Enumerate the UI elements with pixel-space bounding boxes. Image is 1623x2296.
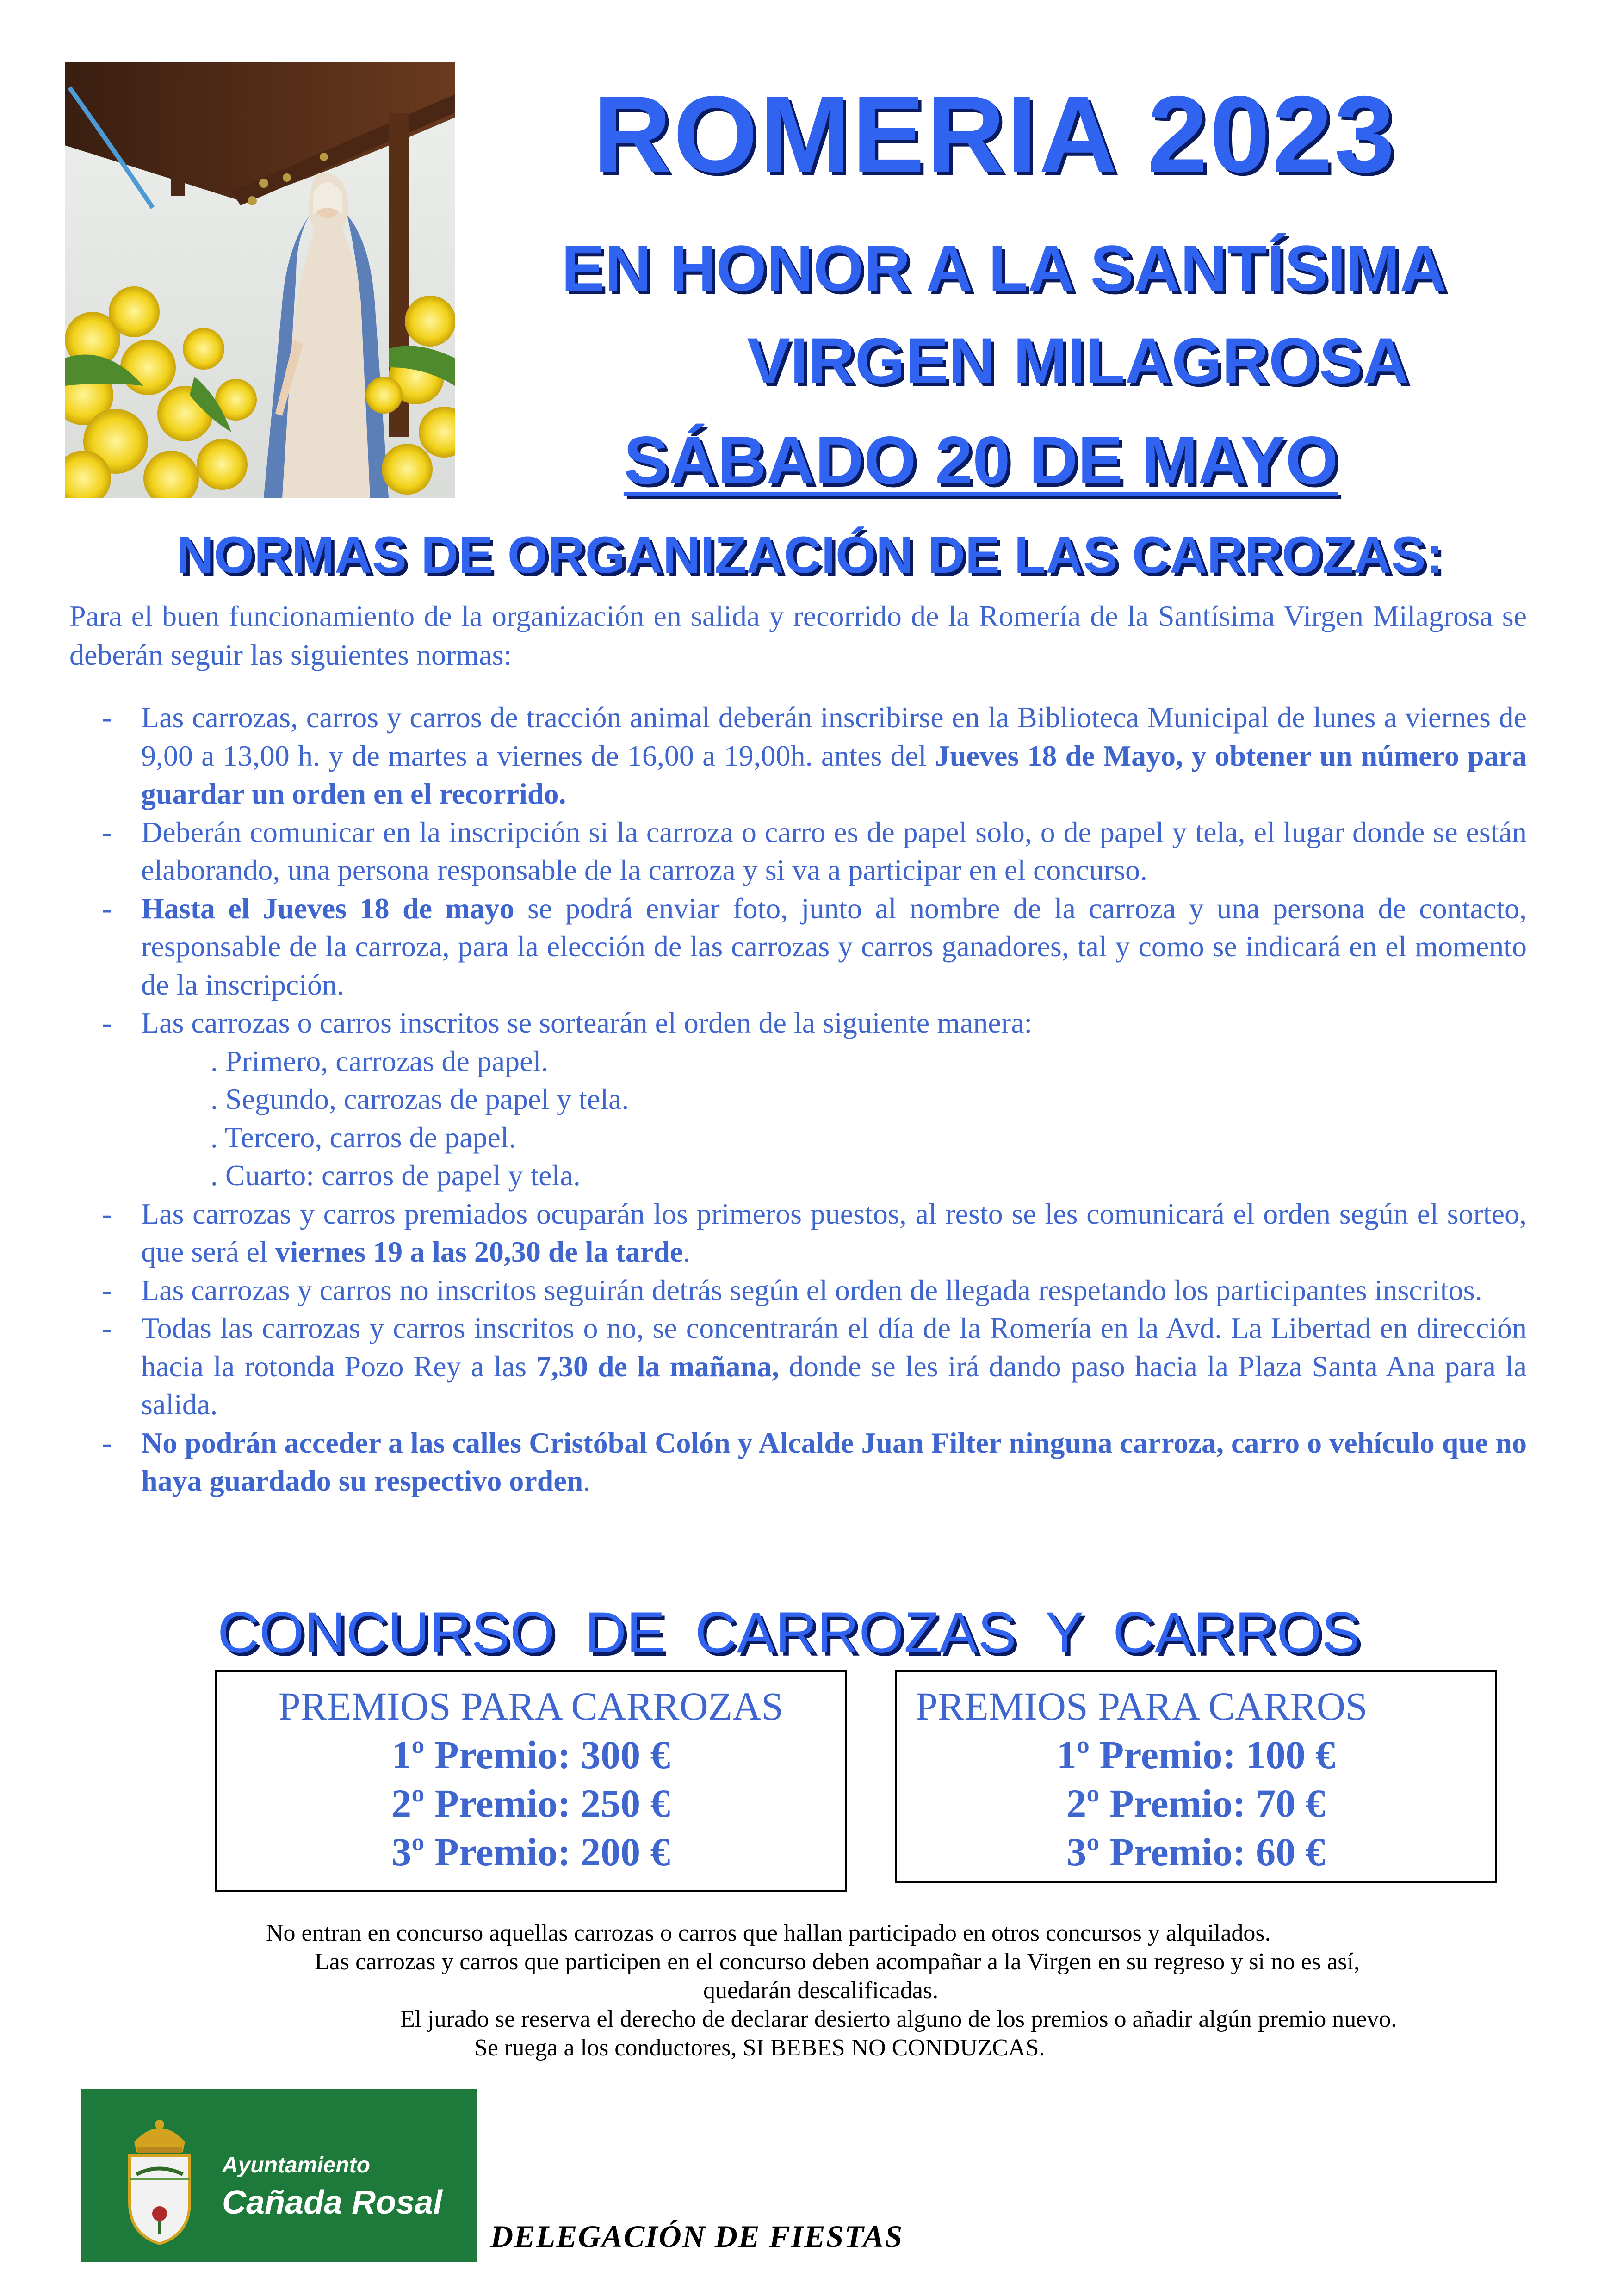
note-line: El jurado se reserva el derecho de declarar desierto alguno de los premios o añadir algún premio nuevo. <box>400 2006 1397 2032</box>
logo-line-1: Ayuntamiento <box>222 2153 371 2178</box>
dash-bullet: - <box>102 1197 112 1230</box>
dash-bullet: - <box>102 1426 112 1459</box>
ayuntamiento-logo <box>81 2089 477 2262</box>
prizes-carrozas-box <box>215 1670 847 1892</box>
rule-highlight: 7,30 de la mañana, <box>536 1349 780 1383</box>
dash-bullet: - <box>102 701 112 734</box>
prize-first: 1º Premio: 100 € <box>1056 1733 1336 1777</box>
rule-text: Las carrozas, carros y carros de tracción animal deberán inscribirse en la Biblioteca Municipal de lunes a viernes de 9,00 a 13,00 h. y de martes a viernes de 16,00 a 19,00h. antes del <box>141 701 1527 772</box>
subtitle-line-2: VIRGEN MILAGROSA <box>747 324 1409 397</box>
rule-item <box>102 1271 1527 1310</box>
event-date: SÁBADO 20 DE MAYO <box>623 422 1338 498</box>
rule-text: Las carrozas o carros inscritos se sortearán el orden de la siguiente manera: <box>141 1006 1033 1039</box>
dash-bullet: - <box>102 1006 112 1039</box>
rule-item <box>102 890 1527 1004</box>
prize-second: 2º Premio: 70 € <box>1066 1781 1326 1826</box>
rule-text: Las carrozas y carros premiados ocuparán los primeros puestos, al resto se les comunicará el orden según el sorteo, que será el <box>141 1197 1527 1268</box>
note-line: Las carrozas y carros que participen en el concurso deben acompañar a la Virgen en su regreso y si no es así, <box>315 1949 1360 1975</box>
prize-second: 2º Premio: 250 € <box>391 1781 670 1826</box>
rule-highlight: No podrán acceder a las calles Cristóbal Colón y Alcalde Juan Filter ninguna carroza, carro o vehículo que no haya guardado su respectivo orden <box>141 1426 1527 1497</box>
rule-highlight: Jueves 18 de Mayo, y obtener un número para guardar un orden en el recorrido. <box>141 739 1527 810</box>
contest-title: CONCURSO DE CARROZAS Y CARROS <box>217 1601 1360 1665</box>
coat-of-arms-icon <box>113 2110 206 2248</box>
rule-text: Todas las carrozas y carros inscritos o no, se concentrarán el día de la Romería en la Avd. La Libertad en dirección hacia la rotonda Pozo Rey a las <box>141 1312 1527 1383</box>
dash-bullet: - <box>102 1273 112 1306</box>
draw-order-item: . Cuarto: carros de papel y tela. <box>211 1159 581 1192</box>
rule-item <box>102 1195 1527 1271</box>
rule-highlight: Hasta el Jueves 18 de mayo <box>141 891 514 925</box>
dash-bullet: - <box>102 1312 112 1344</box>
prizes-carrozas-heading: PREMIOS PARA CARROZAS <box>278 1684 784 1728</box>
rule-text: Las carrozas y carros no inscritos seguirán detrás según el orden de llegada respetando los participantes inscritos. <box>141 1273 1482 1306</box>
rule-text: donde se les irá dando paso hacia la Plaza Santa Ana para la salida. <box>141 1349 1527 1421</box>
delegation-signature: DELEGACIÓN DE FIESTAS <box>490 2219 904 2254</box>
draw-order-item: . Primero, carrozas de papel. <box>211 1044 549 1077</box>
rule-item <box>102 1424 1527 1500</box>
draw-order-item: . Segundo, carrozas de papel y tela. <box>211 1083 629 1115</box>
rule-item <box>102 1309 1527 1424</box>
note-line: quedarán descalificadas. <box>703 1977 939 2004</box>
prize-third: 3º Premio: 200 € <box>391 1830 670 1874</box>
rules-list <box>102 699 1527 1500</box>
dash-bullet: - <box>102 815 112 848</box>
rule-item <box>102 813 1527 890</box>
rule-text: Deberán comunicar en la inscripción si la carroza o carro es de papel solo, o de papel y tela, el lugar donde se están elaborando, una persona responsable de la carroza y si va a participar en el concurso. <box>141 815 1527 886</box>
page-title: ROMERIA 2023 <box>593 73 1397 195</box>
subtitle-line-1: EN HONOR A LA SANTÍSIMA <box>561 232 1447 304</box>
prize-first: 1º Premio: 300 € <box>391 1733 670 1777</box>
rules-section-title: NORMAS DE ORGANIZACIÓN DE LAS CARROZAS: <box>176 526 1443 584</box>
logo-line-2: Cañada Rosal <box>222 2184 443 2221</box>
rule-text: se podrá enviar foto, junto al nombre de la carroza y una persona de contacto, responsable de la carroza, para la elección de las carrozas y carros ganadores, tal y como se indicará en el momento de la inscripción. <box>141 891 1527 1001</box>
dash-bullet: - <box>102 891 112 925</box>
prizes-carros-box <box>895 1670 1497 1883</box>
draw-order-item: . Tercero, carros de papel. <box>211 1120 516 1154</box>
rule-item <box>102 699 1527 813</box>
prize-third: 3º Premio: 60 € <box>1066 1830 1326 1874</box>
rule-highlight: viernes 19 a las 20,30 de la tarde <box>275 1235 683 1268</box>
intro-paragraph: Para el buen funcionamiento de la organización en salida y recorrido de la Romería de la Santísima Virgen Milagrosa se deberán seguir las siguientes normas: <box>69 600 1527 671</box>
prizes-carros-heading: PREMIOS PARA CARROS <box>916 1684 1368 1728</box>
note-line: Se ruega a los conductores, SI BEBES NO CONDUZCAS. <box>474 2035 1045 2061</box>
note-line: No entran en concurso aquellas carrozas o carros que hallan participado en otros concursos y alquilados. <box>266 1920 1271 1946</box>
rule-item <box>102 1004 1527 1195</box>
rule-text: . <box>683 1235 691 1268</box>
virgin-statue-photo <box>65 62 455 498</box>
rule-text: . <box>583 1464 591 1497</box>
